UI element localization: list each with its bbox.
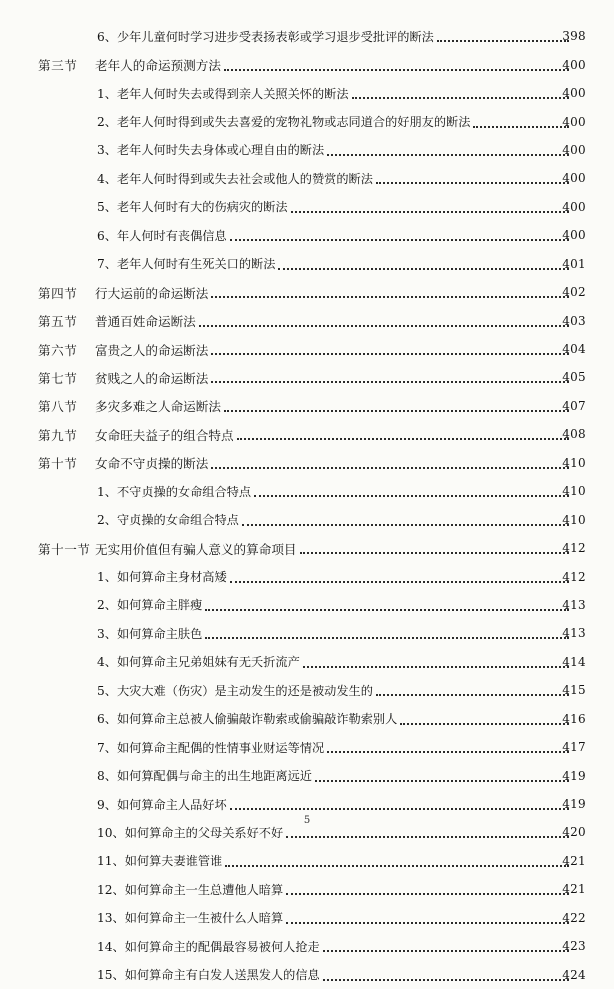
entry-title: 1、如何算命主身材高矮 [97,570,227,585]
toc-subentry [0,790,614,818]
entry-title-row [95,420,569,448]
entry-title-row [95,449,569,477]
toc-section-entry [0,534,614,562]
entry-page-number: 400 [562,57,586,72]
toc-section-entry [0,335,614,363]
dot-leader [315,779,569,782]
entry-title-row [97,648,569,676]
dot-leader [400,722,569,725]
entry-page-number: 400 [562,114,586,129]
dot-leader [286,892,569,895]
entry-title: 7、如何算命主配偶的性情事业财运等情况 [97,740,325,755]
entry-title-row [97,250,569,278]
dot-leader [327,750,569,753]
dot-leader [230,807,569,810]
entry-title: 4、如何算命主兄弟姐妹有无夭折流产 [97,655,300,670]
entry-title: 6、如何算命主总被人偷骗敲诈勒索或偷骗敲诈勒索别人 [97,712,398,727]
entry-page-number: 412 [562,541,586,556]
dot-leader [323,949,569,952]
entry-title-row [95,50,569,78]
toc-subentry [0,733,614,761]
entry-title: 14、如何算命主的配偶最容易被何人抢走 [97,939,320,954]
dot-leader [303,665,569,668]
entry-title-row [97,22,569,50]
entry-title-row [95,534,569,562]
toc-section-entry [0,420,614,448]
entry-title-row [97,136,569,164]
entry-page-number: 405 [562,370,586,385]
toc-subentry [0,221,614,249]
dot-leader [376,181,569,184]
entry-page-number: 417 [562,740,586,755]
dot-leader [291,210,569,213]
dot-leader [300,551,570,554]
toc-subentry [0,136,614,164]
toc-subentry [0,164,614,192]
toc-subentry [0,932,614,960]
dot-leader [230,238,569,241]
toc-section-entry [0,392,614,420]
entry-page-number: 419 [562,797,586,812]
toc-subentry [0,705,614,733]
entry-title-row [95,392,569,420]
entry-title-row [97,733,569,761]
entry-page-number: 401 [562,256,586,271]
entry-title: 13、如何算命主一生被什么人暗算 [97,911,284,926]
page-number: 5 [303,815,311,826]
dot-leader [224,409,569,412]
toc-subentry [0,505,614,533]
section-number: 第六节 [38,342,78,358]
entry-page-number: 413 [562,597,586,612]
entry-page-number: 414 [562,654,586,669]
entry-title: 富贵之人的命运断法 [95,342,209,358]
entry-title-row [95,335,569,363]
dot-leader [225,864,569,867]
toc-section-entry [0,50,614,78]
entry-page-number: 422 [562,910,586,925]
toc-section-entry [0,278,614,306]
entry-title: 4、老年人何时得到或失去社会或他人的赞赏的断法 [97,171,373,186]
entry-page-number: 410 [562,484,586,499]
entry-page-number: 402 [562,285,586,300]
toc-subentry [0,960,614,988]
entry-page-number: 400 [562,86,586,101]
entry-title-row [97,619,569,647]
entry-page-number: 421 [562,853,586,868]
entry-title: 15、如何算命主有白发人送黑发人的信息 [97,968,320,983]
entry-title: 5、大灾大难（伤灾）是主动发生的还是被动发生的 [97,683,373,698]
entry-title: 女命不守贞操的断法 [95,456,209,472]
entry-title: 老年人的命运预测方法 [95,58,221,74]
dot-leader [254,494,569,497]
entry-title: 6、少年儿童何时学习进步受表扬表彰或学习退步受批评的断法 [97,29,434,44]
entry-title: 3、老年人何时失去身体或心理自由的断法 [97,143,325,158]
entry-title-row [97,875,569,903]
entry-page-number: 400 [562,142,586,157]
toc-subentry [0,847,614,875]
entry-title: 5、老年人何时有大的伤病灾的断法 [97,200,288,215]
entry-title-row [95,363,569,391]
toc-subentry [0,193,614,221]
entry-page-number: 421 [562,882,586,897]
section-number: 第十一节 [38,541,91,557]
dot-leader [242,523,569,526]
dot-leader [352,96,569,99]
entry-title-row [97,904,569,932]
dot-leader [199,324,569,327]
entry-title: 无实用价值但有骗人意义的算命项目 [95,541,297,557]
entry-page-number: 416 [562,711,586,726]
entry-title-row [97,477,569,505]
entry-title-row [97,107,569,135]
entry-title: 2、守贞操的女命组合特点 [97,513,239,528]
entry-title: 多灾多难之人命运断法 [95,399,221,415]
section-number: 第七节 [38,370,78,386]
entry-page-number: 404 [562,342,586,357]
toc-subentry [0,79,614,107]
entry-page-number: 423 [562,939,586,954]
entry-page-number: 398 [562,29,586,44]
toc-section-entry [0,363,614,391]
entry-title-row [97,761,569,789]
entry-page-number: 407 [562,398,586,413]
toc-section-entry [0,449,614,477]
table-of-contents [0,22,614,989]
entry-title-row [97,847,569,875]
dot-leader [323,978,569,981]
entry-page-number: 415 [562,683,586,698]
entry-title: 1、不守贞操的女命组合特点 [97,484,252,499]
section-number: 第三节 [38,58,78,74]
dot-leader [211,352,569,355]
section-number: 第十节 [38,456,78,472]
entry-title: 10、如何算命主的父母关系好不好 [97,825,284,840]
entry-title: 行大运前的命运断法 [95,285,209,301]
dot-leader [211,466,569,469]
dot-leader [237,437,569,440]
toc-subentry [0,562,614,590]
toc-subentry [0,761,614,789]
entry-page-number: 400 [562,199,586,214]
dot-leader [473,125,569,128]
toc-subentry [0,676,614,704]
entry-page-number: 410 [562,512,586,527]
dot-leader [437,39,569,42]
entry-title-row [97,790,569,818]
entry-title: 普通百姓命运断法 [95,314,196,330]
entry-page-number: 408 [562,427,586,442]
entry-title-row [97,193,569,221]
entry-page-number: 403 [562,313,586,328]
dot-leader [211,380,569,383]
entry-title: 11、如何算夫妻谁管谁 [97,854,223,869]
section-number: 第四节 [38,285,78,301]
section-number: 第八节 [38,399,78,415]
entry-page-number: 413 [562,626,586,641]
toc-subentry [0,250,614,278]
toc-subentry [0,477,614,505]
dot-leader [278,267,569,270]
entry-title-row [97,505,569,533]
toc-section-entry [0,306,614,334]
entry-title: 12、如何算命主一生总遭他人暗算 [97,882,284,897]
entry-title-row [95,278,569,306]
section-number: 第九节 [38,427,78,443]
entry-title: 3、如何算命主肤色 [97,626,203,641]
dot-leader [230,580,569,583]
entry-title: 6、年人何时有丧偶信息 [97,228,227,243]
toc-subentry [0,875,614,903]
entry-title: 7、老年人何时有生死关口的断法 [97,257,276,272]
entry-title-row [97,562,569,590]
toc-subentry [0,648,614,676]
entry-title: 9、如何算命主人品好坏 [97,797,227,812]
entry-title: 2、如何算命主胖瘦 [97,598,203,613]
toc-subentry [0,107,614,135]
entry-title-row [97,932,569,960]
dot-leader [376,693,569,696]
entry-title-row [95,306,569,334]
dot-leader [205,608,569,611]
dot-leader [211,295,569,298]
entry-title: 1、老年人何时失去或得到亲人关照关怀的断法 [97,86,349,101]
entry-page-number: 400 [562,171,586,186]
entry-title: 贫贱之人的命运断法 [95,370,209,386]
dot-leader [224,68,569,71]
entry-page-number: 419 [562,768,586,783]
entry-title-row [97,79,569,107]
entry-title: 8、如何算配偶与命主的出生地距离远近 [97,769,312,784]
toc-subentry [0,619,614,647]
dot-leader [327,153,569,156]
entry-title-row [97,676,569,704]
entry-title-row [97,164,569,192]
toc-subentry [0,904,614,932]
dot-leader [286,921,569,924]
entry-page-number: 400 [562,228,586,243]
toc-subentry [0,591,614,619]
entry-title-row [97,705,569,733]
dot-leader [286,835,569,838]
toc-subentry [0,22,614,50]
entry-title: 女命旺夫益子的组合特点 [95,427,234,443]
entry-page-number: 424 [562,967,586,982]
section-number: 第五节 [38,314,78,330]
entry-title-row [97,960,569,988]
entry-page-number: 410 [562,455,586,470]
entry-page-number: 420 [562,825,586,840]
dot-leader [205,636,569,639]
entry-page-number: 412 [562,569,586,584]
entry-title: 2、老年人何时得到或失去喜爱的宠物礼物或志同道合的好朋友的断法 [97,115,471,130]
entry-title-row [97,221,569,249]
entry-title-row [97,591,569,619]
